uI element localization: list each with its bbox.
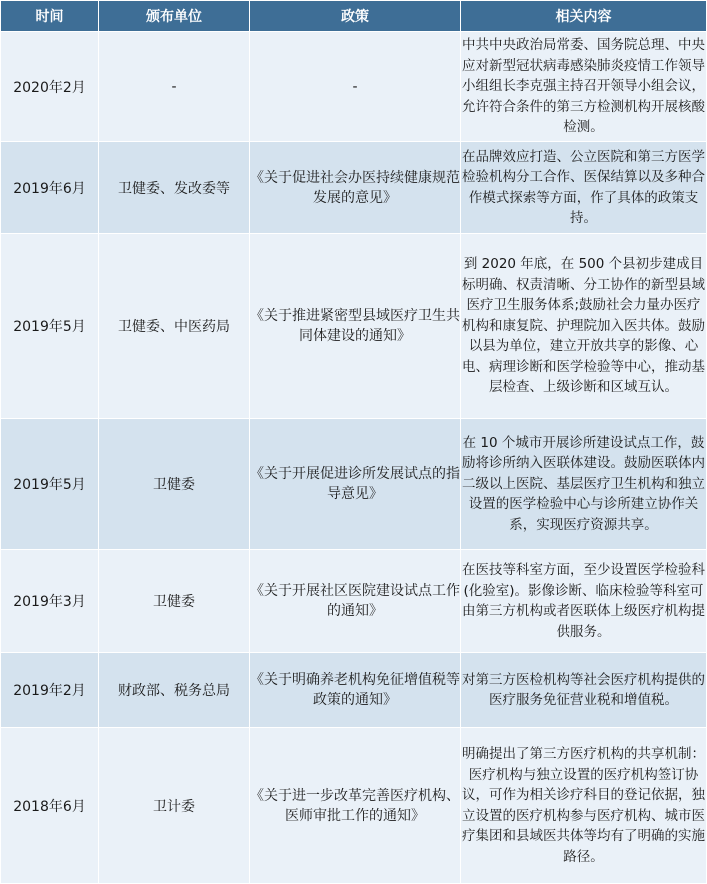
cell-content: 对第三方医检机构等社会医疗机构提供的医疗服务免征营业税和增值税。	[461, 653, 707, 728]
header-row	[1, 1, 707, 32]
cell-policy: 《关于推进紧密型县域医疗卫生共同体建设的通知》	[250, 234, 461, 419]
table-row	[1, 142, 707, 234]
cell-policy: 《关于明确养老机构免征增值税等政策的通知》	[250, 653, 461, 728]
header-policy: 政策	[250, 1, 461, 32]
table-header	[1, 1, 707, 32]
cell-issuer: -	[99, 32, 250, 142]
cell-time: 2019年5月	[1, 234, 99, 419]
cell-time: 2020年2月	[1, 32, 99, 142]
cell-issuer: 卫健委、中医药局	[99, 234, 250, 419]
cell-content: 到 2020 年底，在 500 个县初步建成目标明确、权责清晰、分工协作的新型县域医疗卫生服务体系;鼓励社会力量办医疗机构和康复院、护理院加入医共体。鼓励以县为单位，建立开放共享的影像、心电、病理诊断和医学检验等中心，推动基层检查、上级诊断和区域互认。	[461, 234, 707, 419]
cell-issuer: 卫健委	[99, 419, 250, 550]
cell-content: 中共中央政治局常委、国务院总理、中央应对新型冠状病毒感染肺炎疫情工作领导小组组长李克强主持召开领导小组会议，允许符合条件的第三方检测机构开展核酸检测。	[461, 32, 707, 142]
cell-time: 2019年5月	[1, 419, 99, 550]
cell-policy: 《关于促进社会办医持续健康规范发展的意见》	[250, 142, 461, 234]
cell-content: 在品牌效应打造、公立医院和第三方医学检验机构分工合作、医保结算以及多种合作模式探索等方面，作了具体的政策支持。	[461, 142, 707, 234]
cell-policy: 《关于开展社区医院建设试点工作的通知》	[250, 550, 461, 653]
table-row	[1, 550, 707, 653]
cell-issuer: 卫健委	[99, 550, 250, 653]
table-row	[1, 32, 707, 142]
cell-time: 2019年2月	[1, 653, 99, 728]
cell-time: 2019年6月	[1, 142, 99, 234]
table-row	[1, 234, 707, 419]
cell-policy: 《关于开展促进诊所发展试点的指导意见》	[250, 419, 461, 550]
cell-time: 2019年3月	[1, 550, 99, 653]
cell-content: 在医技等科室方面，至少设置医学检验科(化验室)。影像诊断、临床检验等科室可由第三方机构或者医联体上级医疗机构提供服务。	[461, 550, 707, 653]
table-row	[1, 653, 707, 728]
table-row	[1, 728, 707, 884]
cell-issuer: 财政部、税务总局	[99, 653, 250, 728]
header-time: 时间	[1, 1, 99, 32]
cell-time: 2018年6月	[1, 728, 99, 884]
header-content: 相关内容	[461, 1, 707, 32]
cell-content: 明确提出了第三方医疗机构的共享机制：医疗机构与独立设置的医疗机构签订协议，可作为相关诊疗科目的登记依据，独立设置的医疗机构参与医疗机构、城市医疗集团和县域医共体等均有了明确的实施路径。	[461, 728, 707, 884]
cell-issuer: 卫计委	[99, 728, 250, 884]
table-row	[1, 419, 707, 550]
header-issuer: 颁布单位	[99, 1, 250, 32]
cell-policy: 《关于进一步改革完善医疗机构、医师审批工作的通知》	[250, 728, 461, 884]
table-body	[1, 32, 707, 884]
cell-policy: -	[250, 32, 461, 142]
cell-issuer: 卫健委、发改委等	[99, 142, 250, 234]
cell-content: 在 10 个城市开展诊所建设试点工作，鼓励将诊所纳入医联体建设。鼓励医联体内二级以上医院、基层医疗卫生机构和独立设置的医学检验中心与诊所建立协作关系，实现医疗资源共享。	[461, 419, 707, 550]
